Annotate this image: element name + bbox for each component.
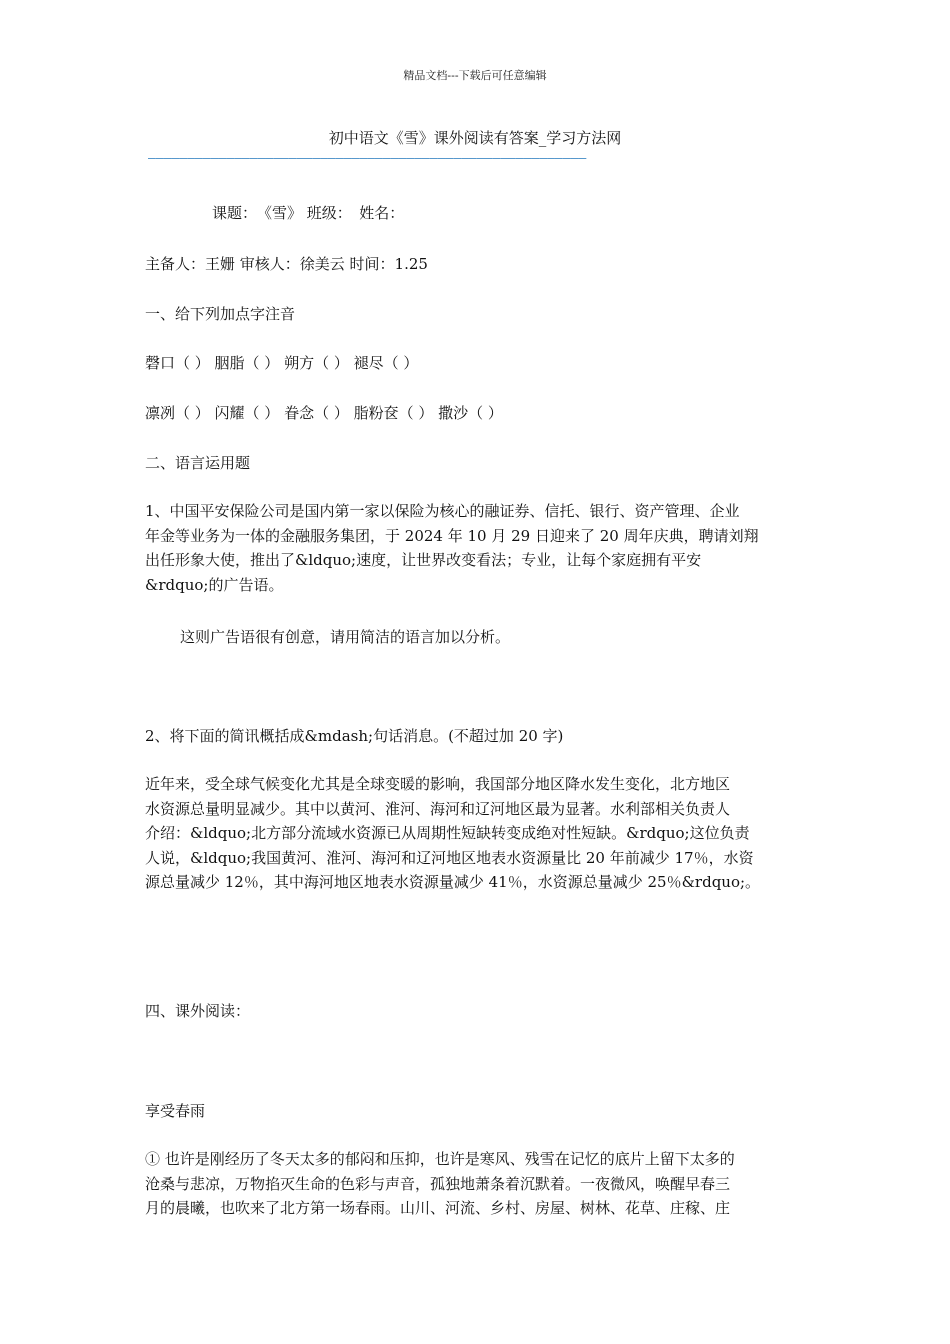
question-2-line-5: 源总量减少 12％，其中海河地区地表水资源量减少 41％，水资源总量减少 25％&rdquo;。 xyxy=(145,873,761,891)
question-1-line-3: 出任形象大使，推出了&ldquo;速度，让世界改变看法；专业，让每个家庭拥有平安 xyxy=(145,551,702,569)
reading-line-1: ① 也许是刚经历了冬天太多的郁闷和压抑，也许是寒风、残雪在记忆的底片上留下太多的 xyxy=(145,1150,735,1168)
section-4-heading: 四、课外阅读： xyxy=(145,1002,251,1020)
authors-line: 主备人：王姗 审核人：徐美云 时间：1.25 xyxy=(145,255,428,273)
title-divider: ———————————————————————————————————————————————————————— xyxy=(148,151,587,165)
question-2-paragraph xyxy=(145,772,807,895)
document-title: 初中语文《雪》课外阅读有答案_学习方法网 xyxy=(328,129,622,147)
section-1-heading: 一、给下列加点字注音 xyxy=(145,305,296,323)
question-2-line-4: 人说，&ldquo;我国黄河、淮河、海河和辽河地区地表水资源量比 20 年前减少 17％，水资 xyxy=(145,848,754,867)
pinyin-row-1: 磬口（ ） 胭脂（ ） 朔方（ ） 褪尽（ ） xyxy=(145,354,419,372)
question-2-line-1: 近年来，受全球气候变化尤其是全球变暖的影响，我国部分地区降水发生变化，北方地区 xyxy=(145,775,731,793)
question-1-line-2: 年金等业务为一体的金融服务集团，于 2024 年 10 月 29 日迎来了 20 周年庆典，聘请刘翔 xyxy=(145,526,759,545)
pinyin-row-2: 凛冽（ ） 闪耀（ ） 眷念（ ） 脂粉奁（ ） 撒沙（ ） xyxy=(145,404,503,422)
question-2-line-3: 介绍：&ldquo;北方部分流域水资源已从周期性短缺转变成绝对性短缺。&rdquo;这位负责 xyxy=(145,824,750,842)
question-1-line-4: &rdquo;的广告语。 xyxy=(145,575,284,594)
question-2-line-2: 水资源总量明显减少。其中以黄河、淮河、海河和辽河地区最为显著。水利部相关负责人 xyxy=(145,799,731,818)
reading-paragraph-1 xyxy=(145,1147,807,1221)
watermark-text: 精品文档---下载后可任意编辑 xyxy=(403,69,547,82)
question-1-line-1: 1、中国平安保险公司是国内第一家以保险为核心的融证券、信托、银行、资产管理、企业 xyxy=(145,502,740,520)
section-2-heading: 二、语言运用题 xyxy=(145,454,251,472)
reading-line-3: 月的晨曦，也吹来了北方第一场春雨。山川、河流、乡村、房屋、树林、花草、庄稼、庄 xyxy=(145,1199,731,1217)
question-2-title: 2、将下面的简讯概括成&mdash;句话消息。(不超过加 20 字) xyxy=(145,727,564,745)
question-1-paragraph xyxy=(145,499,807,597)
question-1-task: 这则广告语很有创意，请用简洁的语言加以分析。 xyxy=(180,628,511,646)
reading-line-2: 沧桑与悲凉，万物掐灭生命的色彩与声音，孤独地萧条着沉默着。一夜微风，唤醒早春三 xyxy=(145,1174,731,1193)
reading-title: 享受春雨 xyxy=(145,1102,206,1120)
course-info-line: 课题： 《雪》 班级： 姓名： xyxy=(212,204,405,222)
